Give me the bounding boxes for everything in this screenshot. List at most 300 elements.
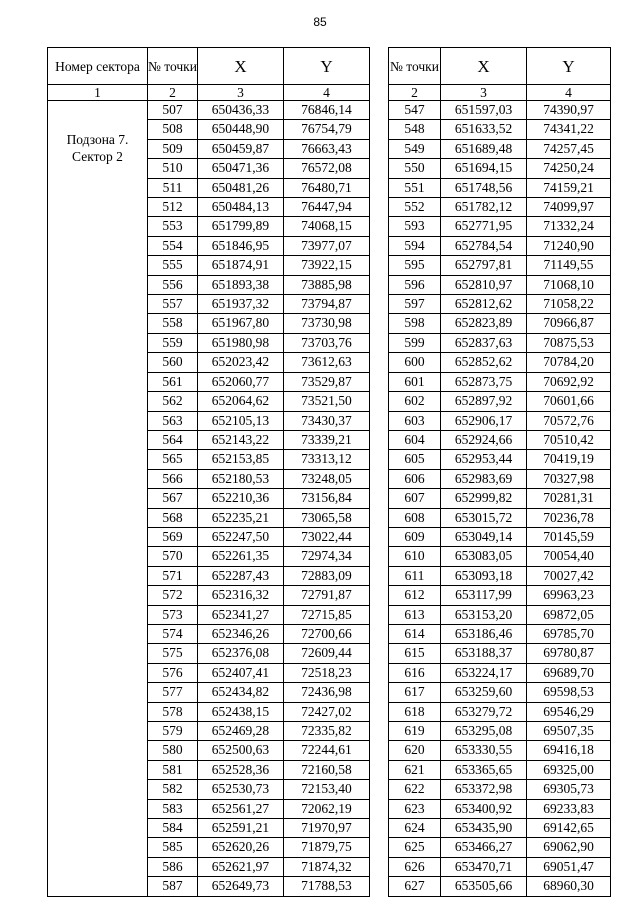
coord-x: 652852,62 xyxy=(441,353,527,372)
coord-y: 70281,31 xyxy=(527,489,611,508)
column-number: 1 xyxy=(48,85,148,101)
point-number: 552 xyxy=(389,198,441,217)
coord-x: 652983,69 xyxy=(441,469,527,488)
point-number: 573 xyxy=(148,605,198,624)
coord-y: 69305,73 xyxy=(527,780,611,799)
coord-y: 70966,87 xyxy=(527,314,611,333)
coord-y: 74159,21 xyxy=(527,178,611,197)
table-row xyxy=(389,372,611,391)
coord-y: 76663,43 xyxy=(283,139,369,158)
coord-y: 69325,00 xyxy=(527,760,611,779)
point-number: 578 xyxy=(148,702,198,721)
point-number: 584 xyxy=(148,819,198,838)
coord-x: 653470,71 xyxy=(441,857,527,876)
coord-y: 73248,05 xyxy=(283,469,369,488)
column-number: 2 xyxy=(389,85,441,101)
coord-x: 651874,91 xyxy=(197,256,283,275)
point-number: 614 xyxy=(389,624,441,643)
point-number: 618 xyxy=(389,702,441,721)
point-number: 510 xyxy=(148,159,198,178)
coord-y: 72062,19 xyxy=(283,799,369,818)
coord-x: 652784,54 xyxy=(441,236,527,255)
point-number: 583 xyxy=(148,799,198,818)
point-number: 604 xyxy=(389,430,441,449)
coord-y: 72335,82 xyxy=(283,722,369,741)
point-number: 627 xyxy=(389,877,441,896)
coord-y: 72518,23 xyxy=(283,663,369,682)
point-number: 597 xyxy=(389,295,441,314)
coord-y: 71332,24 xyxy=(527,217,611,236)
header-y: Y xyxy=(527,48,611,85)
coord-y: 69963,23 xyxy=(527,586,611,605)
coord-y: 76447,94 xyxy=(283,198,369,217)
header-sector: Номер сектора xyxy=(48,48,148,85)
coord-y: 69546,29 xyxy=(527,702,611,721)
point-number: 616 xyxy=(389,663,441,682)
coord-x: 651748,56 xyxy=(441,178,527,197)
point-number: 562 xyxy=(148,392,198,411)
coord-x: 652235,21 xyxy=(197,508,283,527)
point-number: 548 xyxy=(389,120,441,139)
coord-y: 68960,30 xyxy=(527,877,611,896)
point-number: 569 xyxy=(148,527,198,546)
coord-y: 76572,08 xyxy=(283,159,369,178)
point-number: 579 xyxy=(148,722,198,741)
coord-y: 70572,76 xyxy=(527,411,611,430)
header-row xyxy=(389,48,611,85)
point-number: 582 xyxy=(148,780,198,799)
coord-x: 653259,60 xyxy=(441,683,527,702)
coord-y: 76846,14 xyxy=(283,101,369,120)
coord-y: 73612,63 xyxy=(283,353,369,372)
coord-x: 652810,97 xyxy=(441,275,527,294)
coord-y: 73156,84 xyxy=(283,489,369,508)
coord-x: 653279,72 xyxy=(441,702,527,721)
table-row xyxy=(389,450,611,469)
point-number: 610 xyxy=(389,547,441,566)
point-number: 511 xyxy=(148,178,198,197)
coord-y: 74068,15 xyxy=(283,217,369,236)
coord-x: 653186,46 xyxy=(441,624,527,643)
point-number: 586 xyxy=(148,857,198,876)
point-number: 594 xyxy=(389,236,441,255)
table-row xyxy=(389,508,611,527)
table-row xyxy=(389,275,611,294)
point-number: 577 xyxy=(148,683,198,702)
coord-y: 74390,97 xyxy=(527,101,611,120)
table-row xyxy=(389,857,611,876)
coord-y: 74257,45 xyxy=(527,139,611,158)
table-row xyxy=(389,663,611,682)
table-row xyxy=(389,838,611,857)
coord-x: 651782,12 xyxy=(441,198,527,217)
table-row xyxy=(389,295,611,314)
coord-x: 653372,98 xyxy=(441,780,527,799)
header-point: № точки xyxy=(148,48,198,85)
coord-x: 652316,32 xyxy=(197,586,283,605)
table-row xyxy=(389,702,611,721)
coord-x: 653117,99 xyxy=(441,586,527,605)
coord-y: 72883,09 xyxy=(283,566,369,585)
point-number: 560 xyxy=(148,353,198,372)
column-number: 3 xyxy=(441,85,527,101)
point-number: 602 xyxy=(389,392,441,411)
point-number: 556 xyxy=(148,275,198,294)
coord-x: 652897,92 xyxy=(441,392,527,411)
table-row xyxy=(389,217,611,236)
coord-y: 69416,18 xyxy=(527,741,611,760)
point-number: 549 xyxy=(389,139,441,158)
point-number: 613 xyxy=(389,605,441,624)
coord-x: 653224,17 xyxy=(441,663,527,682)
point-number: 619 xyxy=(389,722,441,741)
header-row xyxy=(48,48,370,85)
table-row xyxy=(389,159,611,178)
table-row xyxy=(389,392,611,411)
point-number: 508 xyxy=(148,120,198,139)
coord-x: 652105,13 xyxy=(197,411,283,430)
header-x: X xyxy=(197,48,283,85)
point-number: 615 xyxy=(389,644,441,663)
coord-x: 652837,63 xyxy=(441,333,527,352)
coord-y: 71879,75 xyxy=(283,838,369,857)
coord-x: 653093,18 xyxy=(441,566,527,585)
point-number: 626 xyxy=(389,857,441,876)
point-number: 574 xyxy=(148,624,198,643)
coord-x: 653466,27 xyxy=(441,838,527,857)
table-row xyxy=(389,101,611,120)
coord-y: 72160,58 xyxy=(283,760,369,779)
coord-x: 652341,27 xyxy=(197,605,283,624)
coord-x: 652528,36 xyxy=(197,760,283,779)
coord-y: 71970,97 xyxy=(283,819,369,838)
coord-y: 72700,66 xyxy=(283,624,369,643)
column-number: 2 xyxy=(148,85,198,101)
column-number-row xyxy=(48,85,370,101)
table-row xyxy=(389,819,611,838)
coord-y: 70875,53 xyxy=(527,333,611,352)
table-row xyxy=(389,430,611,449)
page-number: 85 xyxy=(313,15,327,29)
coord-x: 651694,15 xyxy=(441,159,527,178)
coord-x: 652469,28 xyxy=(197,722,283,741)
table-row xyxy=(389,353,611,372)
coord-y: 73703,76 xyxy=(283,333,369,352)
coord-x: 652621,97 xyxy=(197,857,283,876)
coord-y: 69785,70 xyxy=(527,624,611,643)
coord-x: 652346,26 xyxy=(197,624,283,643)
point-number: 624 xyxy=(389,819,441,838)
coord-y: 73977,07 xyxy=(283,236,369,255)
coord-x: 650481,26 xyxy=(197,178,283,197)
point-number: 625 xyxy=(389,838,441,857)
coord-y: 73339,21 xyxy=(283,430,369,449)
coord-y: 70236,78 xyxy=(527,508,611,527)
coord-y: 72715,85 xyxy=(283,605,369,624)
coord-x: 653435,90 xyxy=(441,819,527,838)
coord-y: 73430,37 xyxy=(283,411,369,430)
point-number: 617 xyxy=(389,683,441,702)
point-number: 623 xyxy=(389,799,441,818)
coord-x: 652530,73 xyxy=(197,780,283,799)
table-row xyxy=(389,198,611,217)
coord-x: 650471,36 xyxy=(197,159,283,178)
table-row xyxy=(389,605,611,624)
coord-y: 69051,47 xyxy=(527,857,611,876)
table-row xyxy=(389,741,611,760)
coord-y: 76480,71 xyxy=(283,178,369,197)
coord-x: 651689,48 xyxy=(441,139,527,158)
coord-x: 651597,03 xyxy=(441,101,527,120)
point-number: 509 xyxy=(148,139,198,158)
table-row xyxy=(389,314,611,333)
coord-x: 652620,26 xyxy=(197,838,283,857)
point-number: 564 xyxy=(148,430,198,449)
point-number: 580 xyxy=(148,741,198,760)
point-number: 557 xyxy=(148,295,198,314)
coord-x: 653330,55 xyxy=(441,741,527,760)
coord-y: 70692,92 xyxy=(527,372,611,391)
header-y: Y xyxy=(283,48,369,85)
coord-y: 69780,87 xyxy=(527,644,611,663)
coord-y: 71240,90 xyxy=(527,236,611,255)
coord-y: 69872,05 xyxy=(527,605,611,624)
table-row xyxy=(389,586,611,605)
point-number: 554 xyxy=(148,236,198,255)
coord-x: 653505,66 xyxy=(441,877,527,896)
coord-x: 652438,15 xyxy=(197,702,283,721)
coord-y: 70510,42 xyxy=(527,430,611,449)
point-number: 512 xyxy=(148,198,198,217)
coord-y: 72791,87 xyxy=(283,586,369,605)
coord-x: 653365,65 xyxy=(441,760,527,779)
coord-x: 652797,81 xyxy=(441,256,527,275)
point-number: 595 xyxy=(389,256,441,275)
point-number: 555 xyxy=(148,256,198,275)
coord-x: 652261,35 xyxy=(197,547,283,566)
table-row xyxy=(389,489,611,508)
coord-x: 652500,63 xyxy=(197,741,283,760)
coord-y: 70784,20 xyxy=(527,353,611,372)
point-number: 581 xyxy=(148,760,198,779)
coord-x: 652376,08 xyxy=(197,644,283,663)
coord-y: 69233,83 xyxy=(527,799,611,818)
coord-y: 69689,70 xyxy=(527,663,611,682)
table-row xyxy=(389,877,611,896)
coord-x: 652434,82 xyxy=(197,683,283,702)
coord-y: 73794,87 xyxy=(283,295,369,314)
table-row xyxy=(389,760,611,779)
coord-y: 73521,50 xyxy=(283,392,369,411)
table-row xyxy=(389,120,611,139)
coord-x: 651893,38 xyxy=(197,275,283,294)
point-number: 551 xyxy=(389,178,441,197)
column-number: 4 xyxy=(283,85,369,101)
point-number: 587 xyxy=(148,877,198,896)
coord-y: 71874,32 xyxy=(283,857,369,876)
coord-x: 652143,22 xyxy=(197,430,283,449)
column-number-row xyxy=(389,85,611,101)
coord-x: 652906,17 xyxy=(441,411,527,430)
coord-y: 73922,15 xyxy=(283,256,369,275)
table-row xyxy=(389,236,611,255)
table-row xyxy=(48,101,370,120)
coord-y: 72609,44 xyxy=(283,644,369,663)
coord-x: 653400,92 xyxy=(441,799,527,818)
table-row xyxy=(389,139,611,158)
coord-y: 73885,98 xyxy=(283,275,369,294)
coord-x: 650436,33 xyxy=(197,101,283,120)
point-number: 622 xyxy=(389,780,441,799)
point-number: 612 xyxy=(389,586,441,605)
coord-y: 70327,98 xyxy=(527,469,611,488)
coord-x: 652153,85 xyxy=(197,450,283,469)
coord-x: 651799,89 xyxy=(197,217,283,236)
point-number: 620 xyxy=(389,741,441,760)
coord-x: 652649,73 xyxy=(197,877,283,896)
point-number: 563 xyxy=(148,411,198,430)
point-number: 572 xyxy=(148,586,198,605)
point-number: 606 xyxy=(389,469,441,488)
coord-x: 652060,77 xyxy=(197,372,283,391)
coord-x: 652180,53 xyxy=(197,469,283,488)
coord-y: 69062,90 xyxy=(527,838,611,857)
table-row xyxy=(389,780,611,799)
table-row xyxy=(389,333,611,352)
point-number: 607 xyxy=(389,489,441,508)
point-number: 558 xyxy=(148,314,198,333)
table-row xyxy=(389,722,611,741)
point-number: 621 xyxy=(389,760,441,779)
coord-x: 651633,52 xyxy=(441,120,527,139)
point-number: 571 xyxy=(148,566,198,585)
point-number: 603 xyxy=(389,411,441,430)
coord-x: 653295,08 xyxy=(441,722,527,741)
coord-x: 653049,14 xyxy=(441,527,527,546)
point-number: 596 xyxy=(389,275,441,294)
coord-y: 72244,61 xyxy=(283,741,369,760)
coord-y: 72974,34 xyxy=(283,547,369,566)
coord-y: 71058,22 xyxy=(527,295,611,314)
point-number: 570 xyxy=(148,547,198,566)
point-number: 605 xyxy=(389,450,441,469)
coord-x: 651846,95 xyxy=(197,236,283,255)
table-row xyxy=(389,469,611,488)
coord-x: 652407,41 xyxy=(197,663,283,682)
table-row xyxy=(389,799,611,818)
coord-x: 652873,75 xyxy=(441,372,527,391)
coord-x: 653015,72 xyxy=(441,508,527,527)
coord-x: 652023,42 xyxy=(197,353,283,372)
coord-y: 70601,66 xyxy=(527,392,611,411)
coord-x: 650484,13 xyxy=(197,198,283,217)
coord-x: 653153,20 xyxy=(441,605,527,624)
coord-x: 652999,82 xyxy=(441,489,527,508)
coordinates-table-left xyxy=(47,47,370,897)
table-row xyxy=(389,547,611,566)
point-number: 611 xyxy=(389,566,441,585)
point-number: 608 xyxy=(389,508,441,527)
column-number: 4 xyxy=(527,85,611,101)
coord-x: 652812,62 xyxy=(441,295,527,314)
table-row xyxy=(389,644,611,663)
coord-y: 69598,53 xyxy=(527,683,611,702)
coord-x: 652287,43 xyxy=(197,566,283,585)
point-number: 576 xyxy=(148,663,198,682)
point-number: 553 xyxy=(148,217,198,236)
table-row xyxy=(389,256,611,275)
coord-x: 653188,37 xyxy=(441,644,527,663)
table-row xyxy=(389,527,611,546)
coord-x: 652561,27 xyxy=(197,799,283,818)
coord-x: 651980,98 xyxy=(197,333,283,352)
table-row xyxy=(389,566,611,585)
coord-y: 73065,58 xyxy=(283,508,369,527)
coord-y: 74099,97 xyxy=(527,198,611,217)
coord-x: 653083,05 xyxy=(441,547,527,566)
coord-y: 71068,10 xyxy=(527,275,611,294)
coord-x: 651967,80 xyxy=(197,314,283,333)
coord-x: 652064,62 xyxy=(197,392,283,411)
point-number: 507 xyxy=(148,101,198,120)
coord-y: 71788,53 xyxy=(283,877,369,896)
point-number: 609 xyxy=(389,527,441,546)
coord-y: 72436,98 xyxy=(283,683,369,702)
coord-y: 69507,35 xyxy=(527,722,611,741)
coord-x: 652924,66 xyxy=(441,430,527,449)
coord-y: 74250,24 xyxy=(527,159,611,178)
sector-label: Подзона 7. Сектор 2 xyxy=(48,101,148,897)
coord-x: 652247,50 xyxy=(197,527,283,546)
point-number: 585 xyxy=(148,838,198,857)
coord-y: 71149,55 xyxy=(527,256,611,275)
coord-y: 70145,59 xyxy=(527,527,611,546)
coord-x: 652953,44 xyxy=(441,450,527,469)
point-number: 567 xyxy=(148,489,198,508)
coord-x: 650459,87 xyxy=(197,139,283,158)
point-number: 575 xyxy=(148,644,198,663)
point-number: 547 xyxy=(389,101,441,120)
coord-y: 74341,22 xyxy=(527,120,611,139)
coord-y: 73313,12 xyxy=(283,450,369,469)
coord-y: 72427,02 xyxy=(283,702,369,721)
point-number: 568 xyxy=(148,508,198,527)
point-number: 559 xyxy=(148,333,198,352)
point-number: 566 xyxy=(148,469,198,488)
point-number: 550 xyxy=(389,159,441,178)
point-number: 561 xyxy=(148,372,198,391)
coord-x: 652210,36 xyxy=(197,489,283,508)
coord-y: 69142,65 xyxy=(527,819,611,838)
table-row xyxy=(389,178,611,197)
header-point: № точки xyxy=(389,48,441,85)
coord-y: 70419,19 xyxy=(527,450,611,469)
coord-y: 73730,98 xyxy=(283,314,369,333)
table-row xyxy=(389,683,611,702)
point-number: 600 xyxy=(389,353,441,372)
coord-x: 650448,90 xyxy=(197,120,283,139)
table-row xyxy=(389,624,611,643)
column-number: 3 xyxy=(197,85,283,101)
coordinates-table-right xyxy=(388,47,611,897)
point-number: 598 xyxy=(389,314,441,333)
header-x: X xyxy=(441,48,527,85)
coord-x: 652823,89 xyxy=(441,314,527,333)
coord-y: 73022,44 xyxy=(283,527,369,546)
table-row xyxy=(389,411,611,430)
coord-y: 70027,42 xyxy=(527,566,611,585)
point-number: 565 xyxy=(148,450,198,469)
